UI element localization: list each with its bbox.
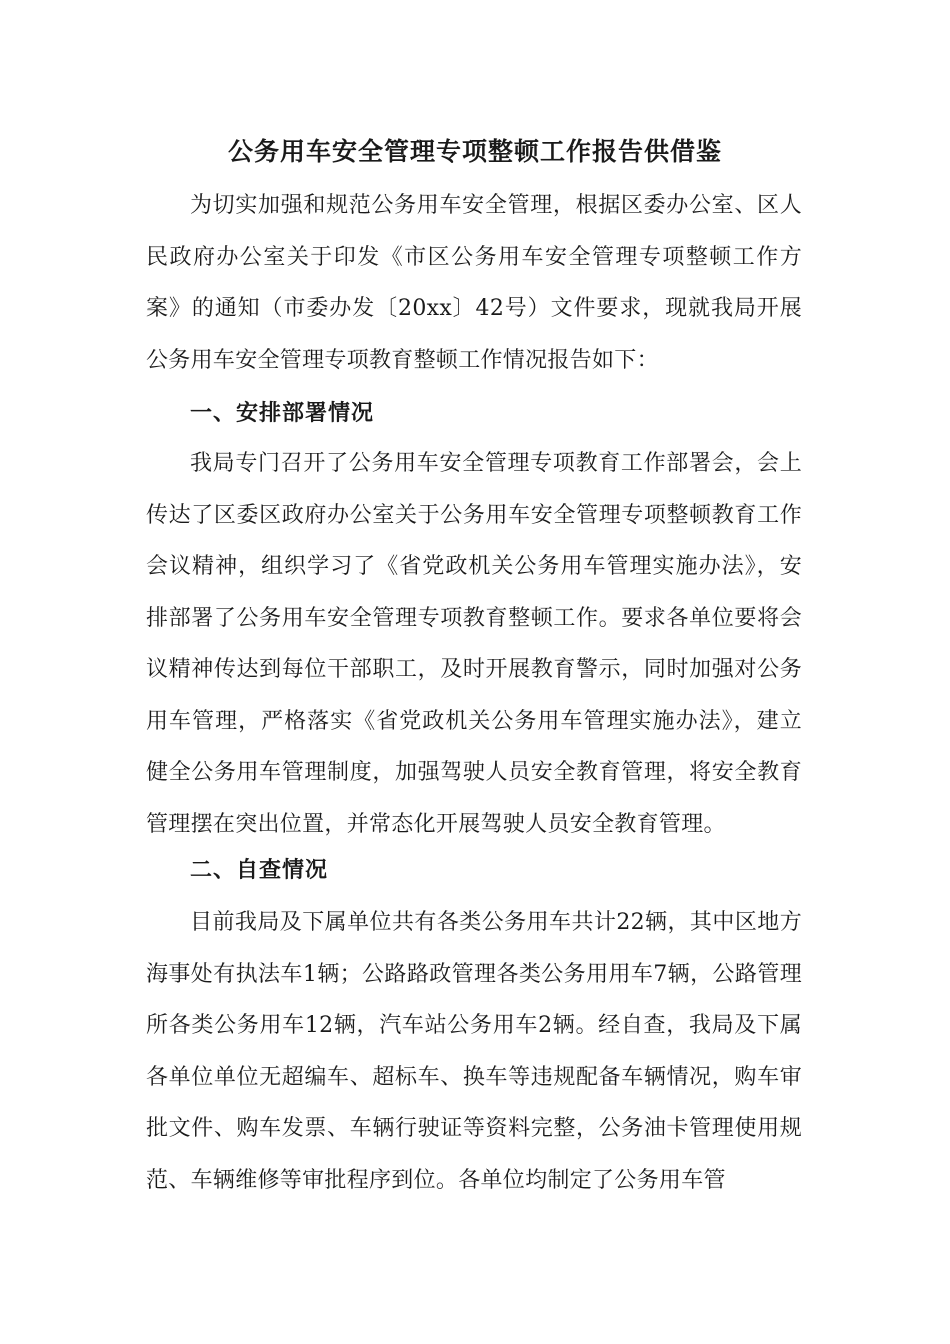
document-title: 公务用车安全管理专项整顿工作报告供借鉴 <box>227 137 722 166</box>
section-paragraph-arrangement: 我局专门召开了公务用车安全管理专项教育工作部署会，会上传达了区委区政府办公室关于公务用车安全管理专项整顿教育工作会议精神，组织学习了《省党政机关公务用车管理实施办法》，安排部署了公务用车安全管理专项教育整顿工作。要求各单位要将会议精神传达到每位干部职工，及时开展教育警示，同时加强对公务用车管理，严格落实《省党政机关公务用车管理实施办法》，建立健全公务用车管理制度，加强驾驶人员安全教育管理，将安全教育管理摆在突出位置，并常态化开展驾驶人员安全教育管理。 <box>146 451 802 837</box>
section-heading-arrangement: 一、安排部署情况 <box>190 400 375 426</box>
intro-paragraph: 为切实加强和规范公务用车安全管理，根据区委办公室、区人民政府办公室关于印发《市区公务用车安全管理专项整顿工作方案》的通知（市委办发〔20xx〕42号）文件要求，现就我局开展公务用车安全管理专项教育整顿工作情况报告如下： <box>146 193 802 373</box>
section-paragraph-self-inspection: 目前我局及下属单位共有各类公务用车共计22辆，其中区地方海事处有执法车1辆；公路路政管理各类公务用用车7辆，公路管理所各类公务用车12辆，汽车站公务用车2辆。经自查，我局及下属各单位单位无超编车、超标车、换车等违规配备车辆情况，购车审批文件、购车发票、车辆行驶证等资料完整，公务油卡管理使用规范、车辆维修等审批程序到位。各单位均制定了公务用车管 <box>146 910 802 1193</box>
section-heading-self-inspection: 二、自查情况 <box>190 857 329 883</box>
